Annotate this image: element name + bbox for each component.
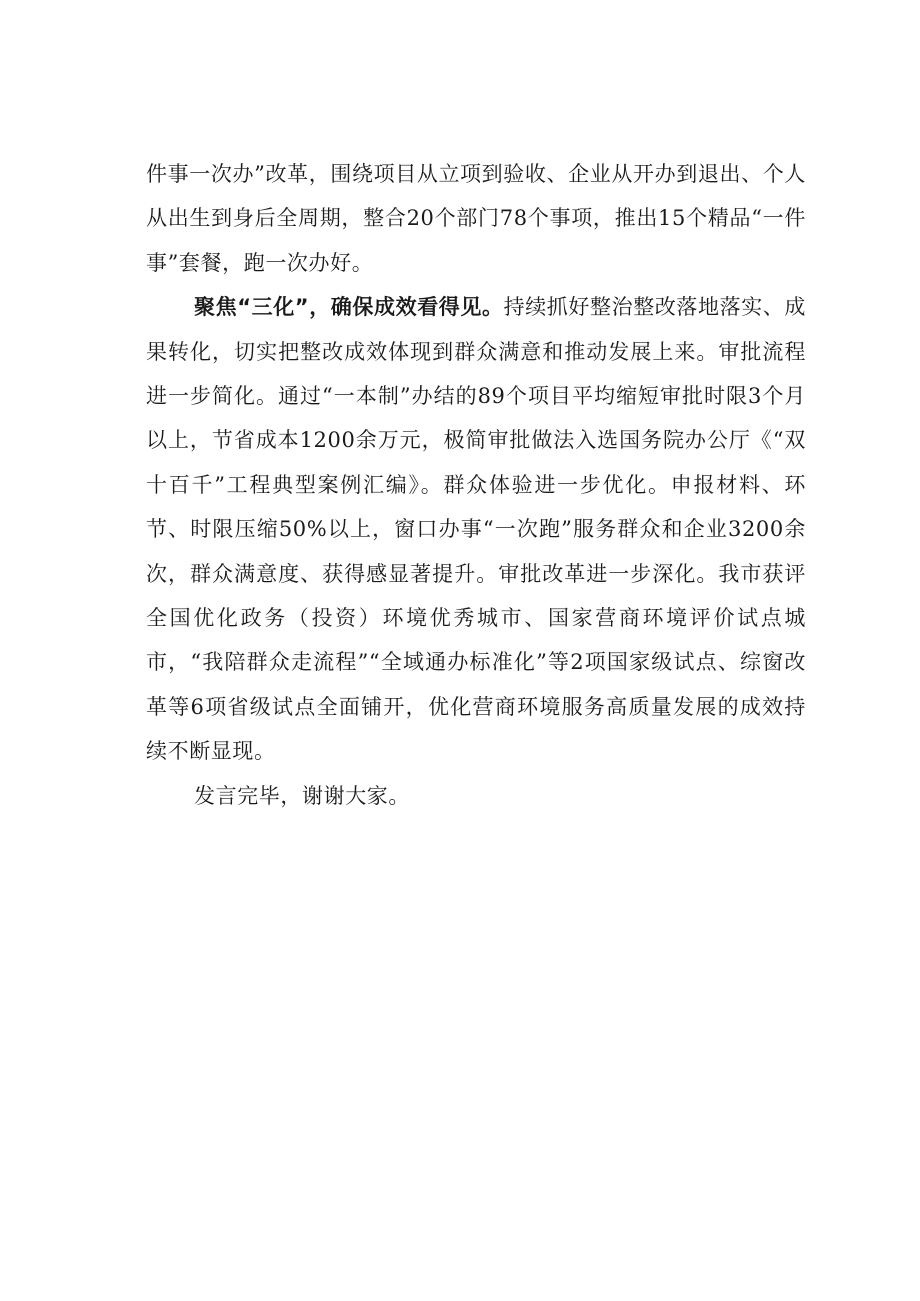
paragraph-closing	[146, 774, 806, 818]
paragraph-continued	[146, 152, 806, 285]
paragraph-heading: 聚焦“三化”，确保成效看得见。	[194, 295, 504, 320]
paragraph-text: 发言完毕，谢谢大家。	[194, 783, 410, 808]
paragraph-text: 持续抓好整治整改落地落实、成果转化，切实把整改成效体现到群众满意和推动发展上来。审批流程进一步简化。通过“一本制”办结的89个项目平均缩短审批时限3个月以上，节省成本1200余万元，极简审批做法入选国务院办公厅《“双十百千”工程典型案例汇编》。群众体验进一步优化。申报材料、环节、时限压缩50%以上，窗口办事“一次跑”服务群众和企业3200余次，群众满意度、获得感显著提升。审批改革进一步深化。我市获评全国优化政务（投资）环境优秀城市、国家营商环境评价试点城市，“我陪群众走流程”“全域通办标准化”等2项国家级试点、综窗改革等6项省级试点全面铺开，优化营商环境服务高质量发展的成效持续不断显现。	[146, 295, 807, 764]
document-body	[146, 152, 806, 818]
paragraph-text: 件事一次办”改革，围绕项目从立项到验收、企业从开办到退出、个人从出生到身后全周期，整合20个部门78个事项，推出15个精品“一件事”套餐，跑一次办好。	[146, 162, 806, 275]
paragraph-focus-three	[146, 285, 806, 773]
